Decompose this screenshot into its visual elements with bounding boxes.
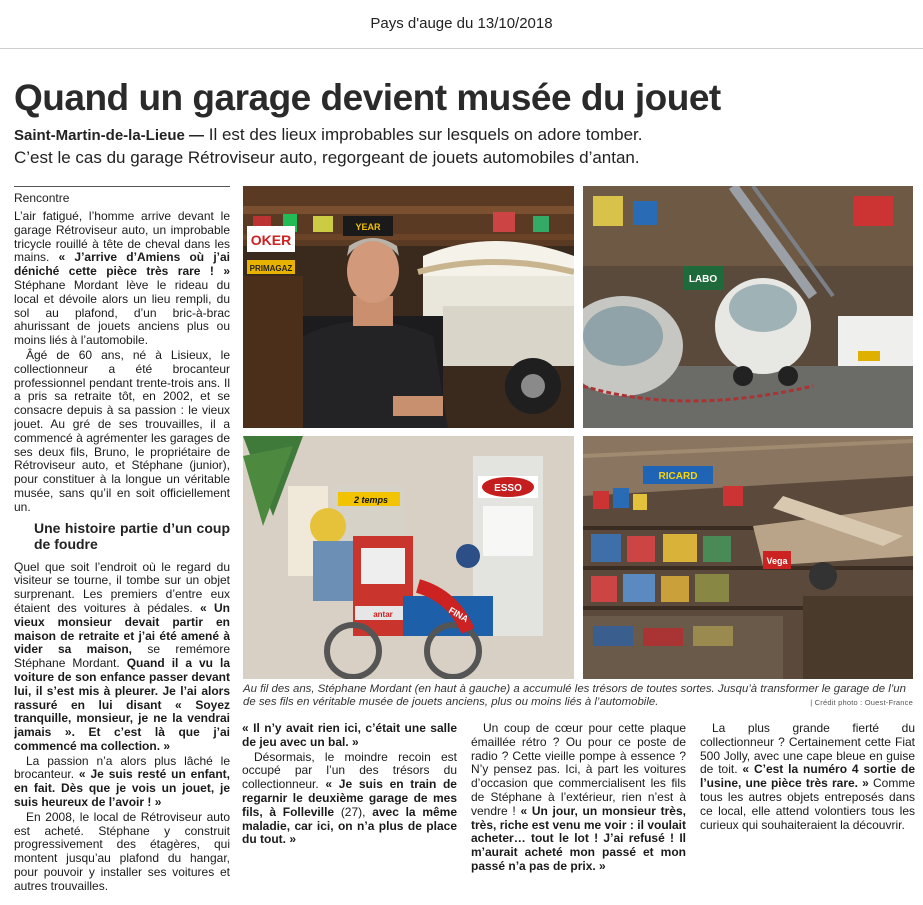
- publication-header: [0, 0, 923, 48]
- photo-collector-portrait: [243, 186, 574, 428]
- article-standfirst: [14, 124, 914, 169]
- paragraph-5: En 2008, le local de Rétroviseur auto est acheté. Stéphane y construit progressivement des étagères, qui montent jusqu’au plafond du hangar, pour pouvoir y installer ses voitures et autres trouvailles.: [14, 809, 230, 893]
- sign-primagaz: PRIMAGAZ: [249, 264, 293, 273]
- publication-title: Pays d'auge du 13/10/2018: [370, 15, 553, 32]
- article-subhead: Une histoire partie d’un coup de foudre: [34, 519, 230, 552]
- photo-caption: Au fil des ans, Stéphane Mordant (en haut à gauche) a accumulé les trésors de toutes sortes. Jusqu’à transformer le garage de l’un de ses fils en véritable musée de jouets anciens, plus ou moins liés à l’automobile.: [243, 683, 906, 708]
- article-kicker: Rencontre: [14, 191, 70, 205]
- paragraph-7: Un coup de cœur pour cette plaque émaillée rétro ? Ou pour ce poste de radio ? Cette vieille pompe à essence ? N’y pensez pas. Ici, à part les voitures d’occasion que commercialisent les fils de Stéphane à l’extérieur, rien n’est à vendre ! « Un jour, un monsieur très, très, riche est venu me voir : il voulait acheter… tout le lot ! J’ai refusé ! Il m’aurait acheté mon passé et mon passé n’a pas de prix. »: [471, 722, 686, 873]
- sign-labo: LABO: [688, 274, 718, 285]
- article-headline: Quand un garage devient musée du jouet: [14, 77, 721, 118]
- photo-bubble-cars: [583, 186, 913, 428]
- sign-fina: FINA: [447, 605, 471, 625]
- sign-vega: Vega: [766, 556, 788, 566]
- standfirst-line-2: C’est le cas du garage Rétroviseur auto, regorgeant de jouets automobiles d’antan.: [14, 148, 640, 167]
- paragraph-8: La plus grande fierté du collectionneur ? Certainement cette Fiat 500 Jolly, avec une cape bleue en guise de toit. « C’est la numéro 4 sortie de l’usine, une pièce très rare. » Comme tous les autres objets entreposés dans ce local, elle attend volontiers tous les curieux qui souhaiteraient la découvrir.: [700, 722, 915, 832]
- kicker-rule: [14, 186, 230, 187]
- photo-mannequin-esso-pump: [243, 436, 574, 679]
- paragraph-2: Âgé de 60 ans, né à Lisieux, le collectionneur a été brocanteur professionnel pendant trente-trois ans. Il a pris sa retraite tôt, en 2002, et se consacre depuis à sa passion : le vieux jouet. Au gré de ses trouvailles, il a commencé à agrémenter les garages de ses deux fils, Bruno, le propriétaire de Rétroviseur auto, et Stéphane (junior), pour constituer à la longue un véritable musée, sans qu’il en soit officiellement un.: [14, 347, 230, 514]
- photo-toy-shelves: [583, 436, 913, 679]
- dateline: Saint-Martin-de-la-Lieue —: [14, 127, 205, 144]
- photo-credit: | Crédit photo : Ouest-France: [804, 698, 913, 707]
- sign-2temps: 2 temps: [353, 495, 389, 505]
- article-column-3: [471, 722, 686, 902]
- article-column-4: [700, 722, 915, 902]
- paragraph-5-cont: « Il n’y avait rien ici, c’était une salle de jeu avec un bal. »: [242, 722, 457, 749]
- header-rule: [0, 48, 923, 49]
- sign-esso: ESSO: [494, 483, 522, 494]
- paragraph-4: La passion n’a alors plus lâché le brocanteur. « Je suis resté un enfant, en fait. Dès que je vois un jouet, je suis heureux de l’avoir ! »: [14, 753, 230, 810]
- sign-antar: antar: [373, 610, 393, 619]
- paragraph-6: Désormais, le moindre recoin est occupé par l’un des trésors du collectionneur. « Je suis en train de regarnir le deuxième garage de mes fils, à Folleville (27), avec la même maladie, car ici, on n’a plus de place du tout. »: [242, 749, 457, 847]
- article-column-2: [242, 722, 457, 902]
- paragraph-1: L’air fatigué, l’homme arrive devant le garage Rétroviseur auto, un improbable tricycle rouillé à tête de cheval dans les mains. « J’arrive d’Amiens où j’ai déniché cette pièce très rare ! » Stéphane Mordant lève le rideau du local et dévoile alors un lieu rempli, du sol au plafond, d’un bric-à-brac ahurissant de jouets anciens plus ou moins liés à l’automobile.: [14, 210, 230, 348]
- article-column-1: [14, 210, 230, 900]
- standfirst-line-1: Il est des lieux improbables sur lesquels on adore tomber.: [204, 125, 643, 144]
- sign-goodyear: YEAR: [355, 222, 381, 232]
- paragraph-3: Quel que soit l’endroit où le regard du visiteur se tourne, il tombe sur un objet surprenant. Les premiers d’entre eux étaient des voitures à pédales. « Un vieux monsieur devait partir en maison de retraite et j’ai été amené à vider sa maison, se remémore Stéphane Mordant. Quand il a vu la voiture de son enfance passer devant lui, il s’est mis à pleurer. Je l’ai alors rassuré en lui disant « Soyez tranquille, monsieur, je ne la vendrai jamais ». Et c’est là que j’ai commencé ma collection. »: [14, 559, 230, 753]
- sign-ricard: RICARD: [658, 471, 698, 482]
- sign-joker: OKER: [250, 232, 292, 248]
